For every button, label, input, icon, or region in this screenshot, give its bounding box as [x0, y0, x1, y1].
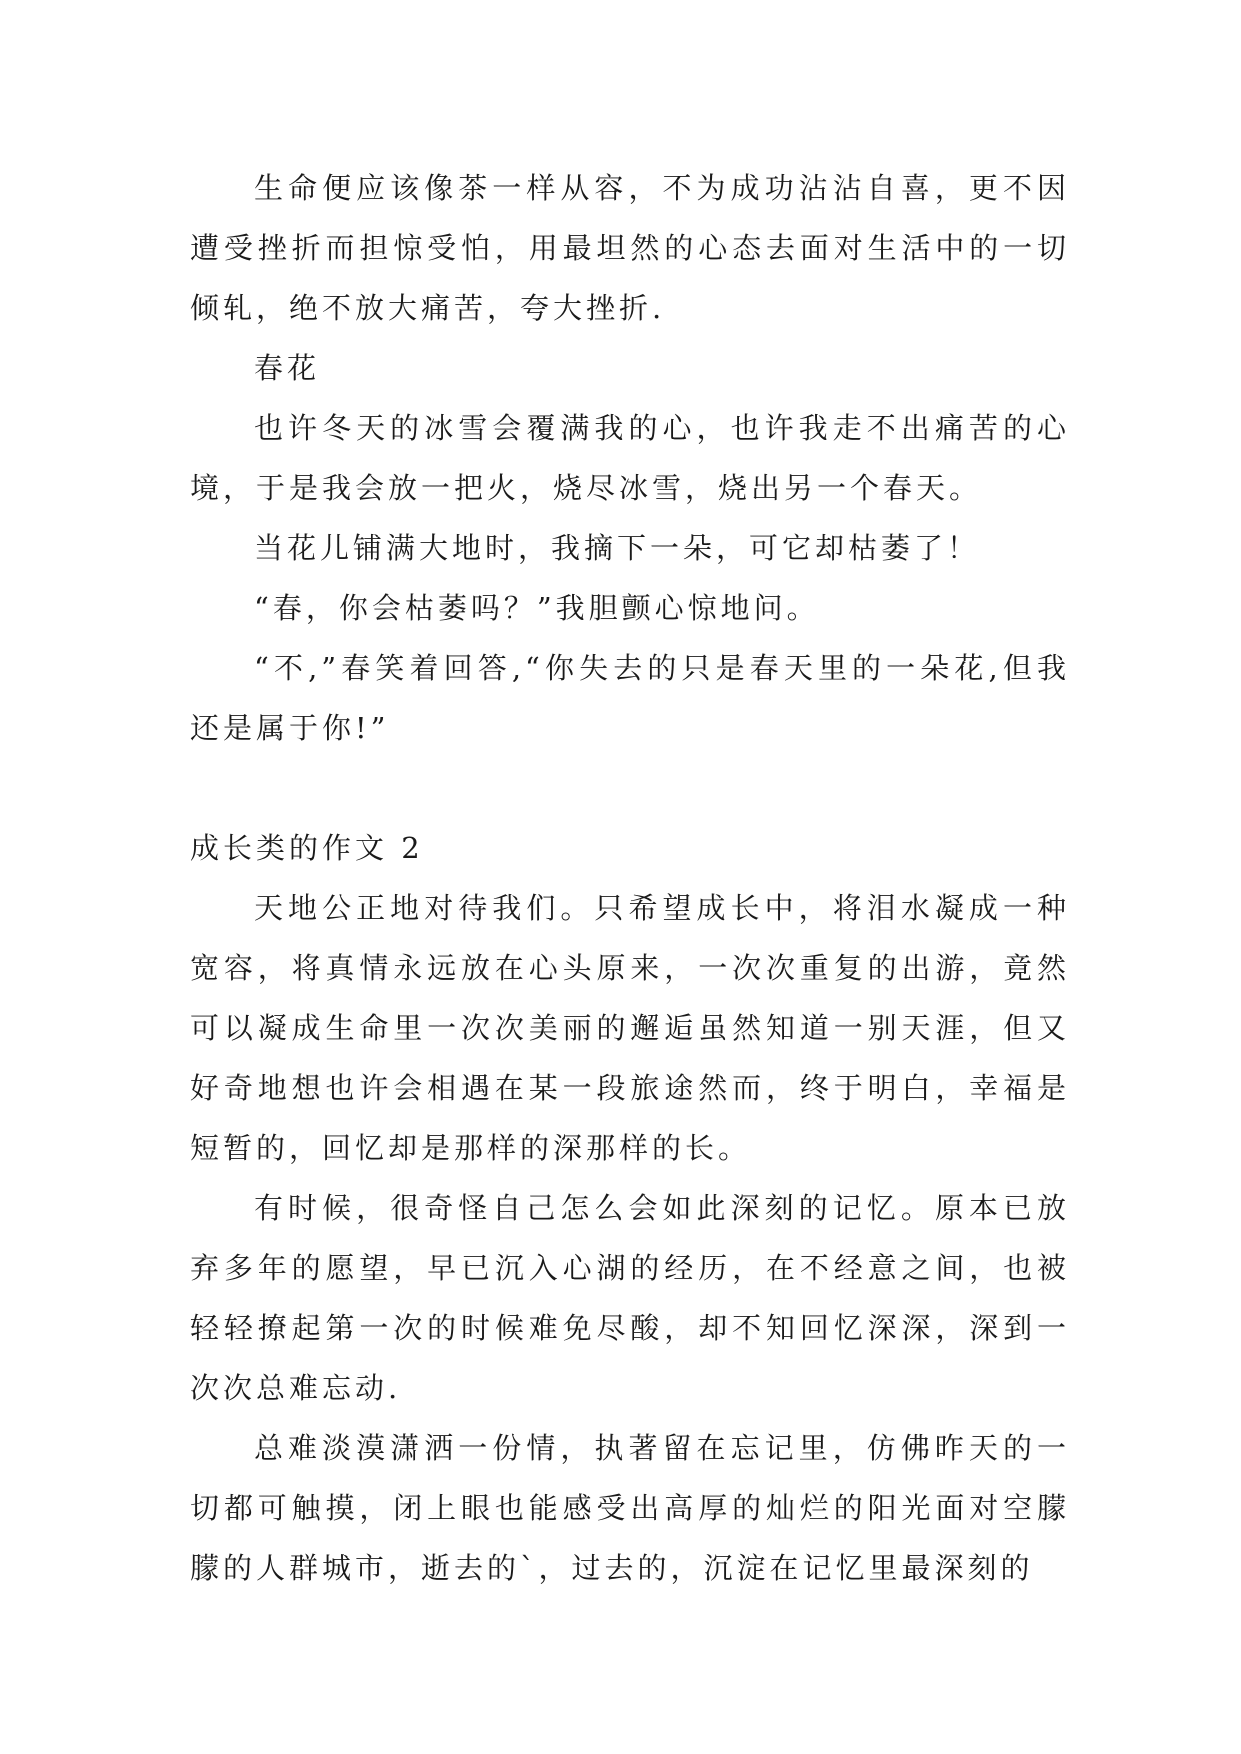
paragraph-fairness: 天地公正地对待我们。只希望成长中，将泪水凝成一种宽容，将真情永远放在心头原来，一次次重复的出游，竟然可以凝成生命里一次次美丽的邂逅虽然知道一别天涯，但又好奇地想也许会相遇在某一段旅途然而，终于明白，幸福是短暂的，回忆却是那样的深那样的长。	[190, 891, 1070, 1165]
paragraph-spring-flower-title: 春花	[254, 351, 321, 385]
paragraph-question: “春，你会枯萎吗？”我胆颤心惊地问。	[254, 591, 820, 625]
section-title: 成长类的作文 2	[190, 831, 424, 865]
paragraph-memory: 有时候，很奇怪自己怎么会如此深刻的记忆。原本已放弃多年的愿望，早已沉入心湖的经历，在不经意之间，也被轻轻撩起第一次的时候难免尽酸，却不知回忆深深，深到一次次总难忘动.	[190, 1191, 1070, 1405]
paragraph-winter-snow: 也许冬天的冰雪会覆满我的心，也许我走不出痛苦的心境，于是我会放一把火，烧尽冰雪，烧出另一个春天。	[190, 411, 1070, 505]
paragraph-tea: 生命便应该像茶一样从容，不为成功沾沾自喜，更不因遭受挫折而担惊受怕，用最坦然的心态去面对生活中的一切倾轧，绝不放大痛苦，夸大挫折.	[190, 171, 1070, 325]
paragraph-answer: “不,”春笑着回答,“你失去的只是春天里的一朵花,但我还是属于你!”	[190, 651, 1070, 745]
paragraph-feelings: 总难淡漠潇洒一份情，执著留在忘记里，仿佛昨天的一切都可触摸，闭上眼也能感受出高厚的灿烂的阳光面对空朦朦的人群城市，逝去的`，过去的，沉淀在记忆里最深刻的	[190, 1431, 1070, 1585]
paragraph-flowers: 当花儿铺满大地时，我摘下一朵，可它却枯萎了！	[254, 531, 981, 565]
document-body	[190, 158, 1070, 1598]
